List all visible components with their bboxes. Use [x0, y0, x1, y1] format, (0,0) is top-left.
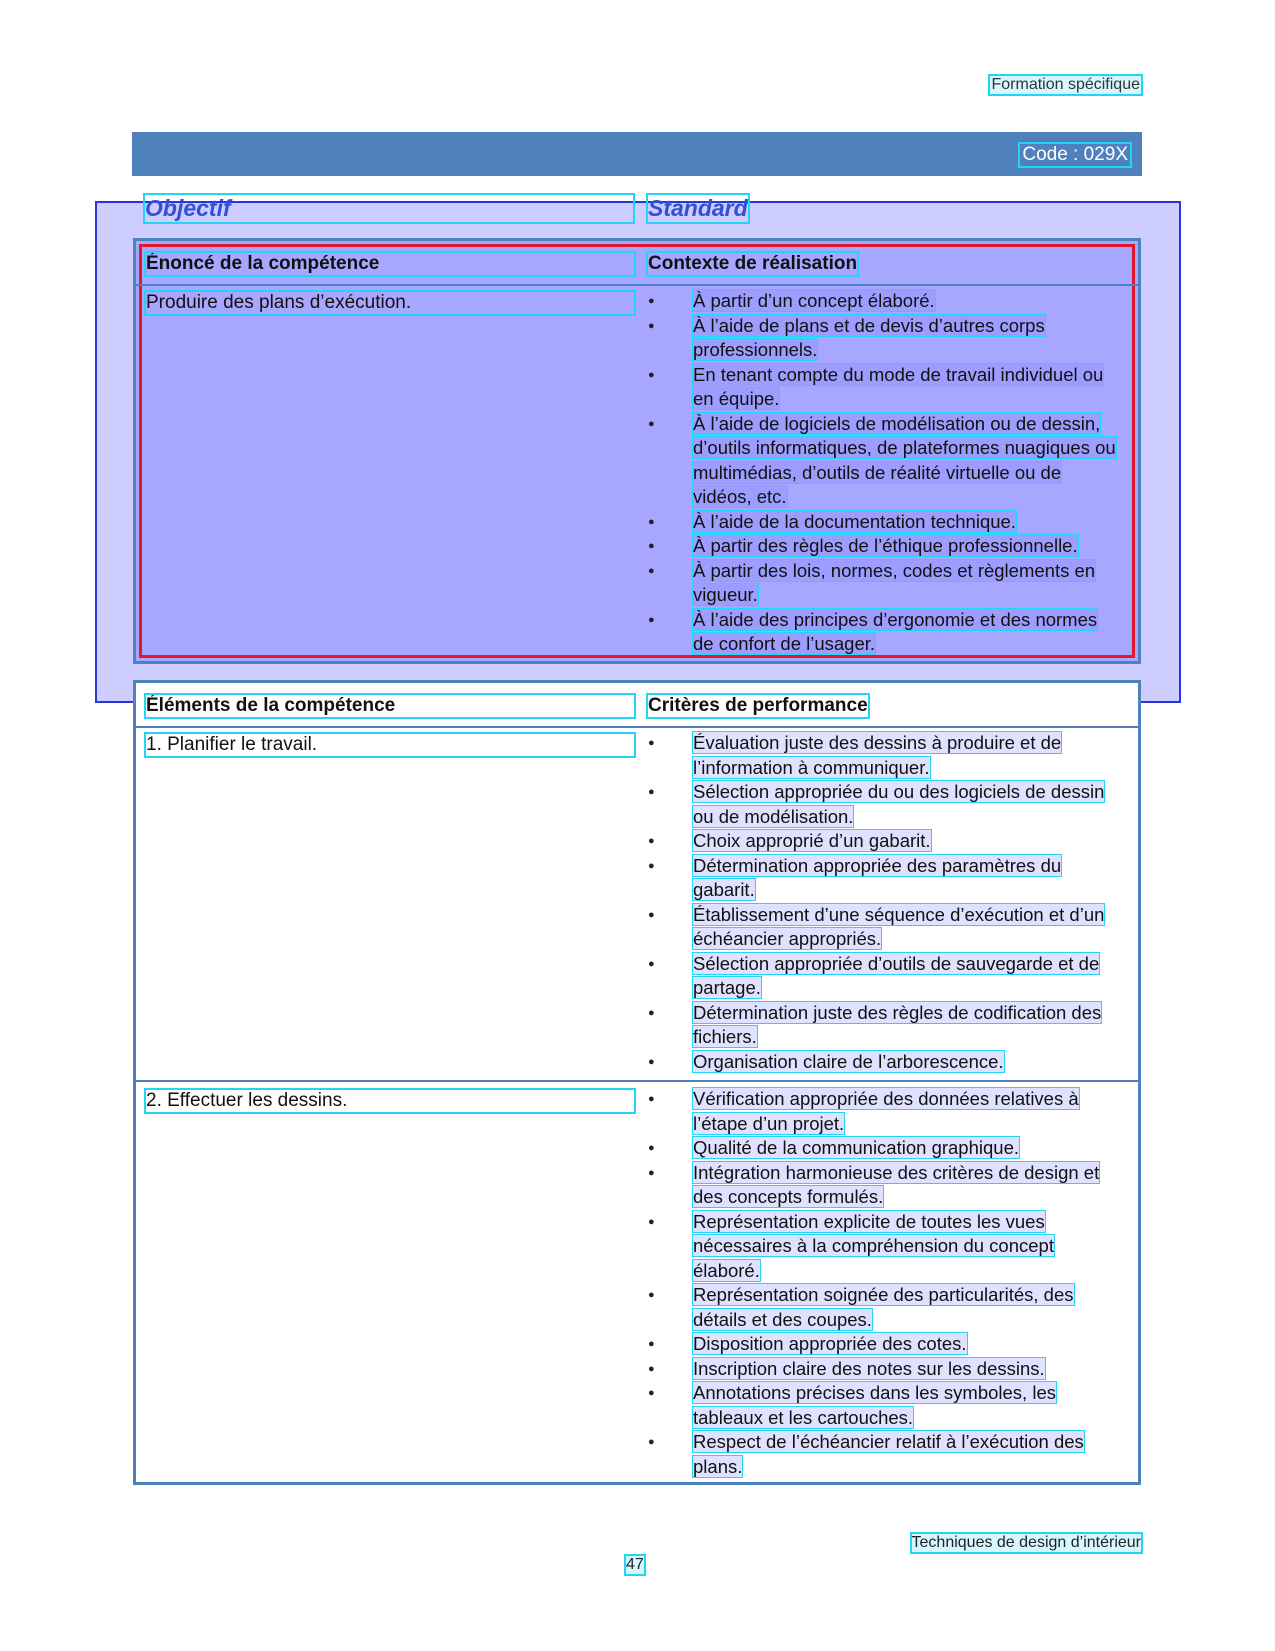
bullet-text: À l’aide de plans et de devis d’autres corps professionnels.: [693, 314, 1045, 360]
criteria-list: [648, 731, 1118, 1074]
bullet-item: [648, 534, 1118, 559]
bullet-text: Représentation explicite de toutes les vues nécessaires à la compréhension du concept élaboré.: [693, 1210, 1054, 1281]
bullet-item: [648, 412, 1118, 510]
bullet-text: Établissement d’une séquence d’exécution et d’un échéancier appropriés.: [693, 903, 1105, 949]
bullet-text: À partir des règles de l’éthique professionnelle.: [693, 535, 1078, 556]
document-section-label: Formation spécifique: [991, 76, 1140, 93]
bullet-item: [648, 608, 1118, 657]
element-row-2: [136, 1080, 1138, 1477]
bullet-item: [648, 1210, 1118, 1284]
bullet-item: [648, 731, 1118, 780]
elements-header: Éléments de la compétence: [146, 695, 634, 717]
contexte-header: Contexte de réalisation: [648, 253, 858, 274]
enonce-text: Produire des plans d’exécution.: [146, 292, 634, 314]
enonce-header: Énoncé de la compétence: [146, 253, 634, 275]
bullet-text: Sélection appropriée d’outils de sauvegarde et de partage.: [693, 952, 1100, 998]
objectif-label-row: [145, 195, 633, 222]
enonce-table: [133, 238, 1141, 664]
bullet-item: [648, 829, 1118, 854]
bullet-text: Intégration harmonieuse des critères de design et des concepts formulés.: [693, 1161, 1100, 1207]
bullet-text: À l’aide des principes d’ergonomie et des normes de confort de l’usager.: [693, 608, 1098, 654]
element-label: 2. Effectuer les dessins.: [146, 1090, 634, 1112]
criteria-list: [648, 1087, 1118, 1479]
bullet-item: [648, 903, 1118, 952]
competency-code: Code : 029X: [1022, 144, 1128, 165]
bullet-item: [648, 1001, 1118, 1050]
bullet-item: [648, 854, 1118, 903]
bullet-text: Choix approprié d’un gabarit.: [693, 830, 931, 851]
bullet-text: Organisation claire de l’arborescence.: [693, 1050, 1004, 1072]
bullet-item: [648, 363, 1118, 412]
objectif-heading: Objectif: [145, 195, 633, 222]
bullet-text: Sélection appropriée du ou des logiciels de dessin ou de modélisation.: [693, 781, 1105, 827]
bullet-text: Détermination appropriée des paramètres du gabarit.: [693, 854, 1062, 900]
standard-label-row: [648, 195, 748, 222]
code-banner: [132, 132, 1142, 176]
bullet-text: Inscription claire des notes sur les dessins.: [693, 1357, 1045, 1379]
bullet-item: [648, 1050, 1118, 1075]
bullet-text: Respect de l’échéancier relatif à l’exécution des plans.: [693, 1431, 1084, 1477]
bullet-item: [648, 314, 1118, 363]
bullet-item: [648, 1161, 1118, 1210]
bullet-item: [648, 289, 1118, 314]
bullet-text: Qualité de la communication graphique.: [693, 1137, 1019, 1158]
page-number: 47: [626, 1556, 644, 1573]
elements-table-header: [136, 683, 1138, 728]
bullet-item: [648, 1381, 1118, 1430]
bullet-item: [648, 1283, 1118, 1332]
bullet-text: Vérification appropriée des données relatives à l’étape d’un projet.: [693, 1088, 1079, 1134]
bullet-item: [648, 1087, 1118, 1136]
element-label: 1. Planifier le travail.: [146, 734, 634, 756]
standard-heading: Standard: [648, 195, 748, 221]
enonce-table-header: [136, 241, 1138, 286]
bullet-item: [648, 1136, 1118, 1161]
bullet-text: En tenant compte du mode de travail individuel ou en équipe.: [693, 363, 1104, 409]
bullet-item: [648, 1430, 1118, 1479]
bullet-text: Disposition appropriée des cotes.: [693, 1333, 967, 1354]
bullet-text: Évaluation juste des dessins à produire et de l’information à communiquer.: [693, 732, 1062, 778]
bullet-item: [648, 1332, 1118, 1357]
bullet-text: À l’aide de logiciels de modélisation ou de dessin, d’outils informatiques, de plateformes nuagiques ou multimédias, d’outils de réalité virtuelle ou de vidéos, etc.: [693, 412, 1116, 507]
contexte-list: [648, 289, 1118, 657]
criteres-header: Critères de performance: [648, 695, 868, 716]
bullet-item: [648, 780, 1118, 829]
bullet-item: [648, 510, 1118, 535]
bullet-text: Annotations précises dans les symboles, les tableaux et les cartouches.: [693, 1382, 1056, 1428]
bullet-text: À partir des lois, normes, codes et règlements en vigueur.: [693, 559, 1096, 605]
bullet-text: À l’aide de la documentation technique.: [693, 510, 1016, 532]
bullet-text: À partir d’un concept élaboré.: [693, 290, 935, 311]
bullet-item: [648, 952, 1118, 1001]
bullet-text: Détermination juste des règles de codification des fichiers.: [693, 1001, 1102, 1047]
elements-table: [133, 680, 1141, 1485]
bullet-item: [648, 559, 1118, 608]
bullet-text: Représentation soignée des particularités, des détails et des coupes.: [693, 1284, 1074, 1330]
program-name: Techniques de design d’intérieur: [911, 1534, 1141, 1551]
bullet-item: [648, 1357, 1118, 1382]
